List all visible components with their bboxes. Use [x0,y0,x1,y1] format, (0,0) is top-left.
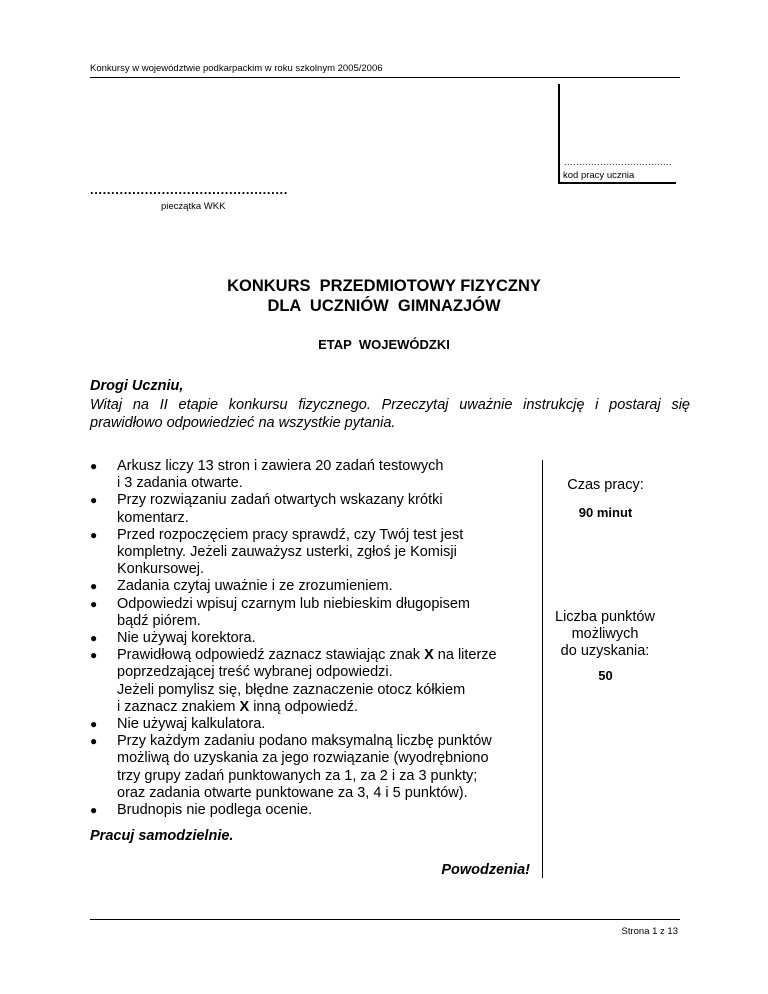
list-item [90,647,540,716]
instructions-list [90,458,540,819]
list-item [90,733,540,802]
list-item-text: Arkusz liczy 13 stron i zawiera 20 zadań testowych i 3 zadania otwarte. [117,458,444,492]
list-item [90,492,540,526]
list-item [90,527,540,579]
page-number: Strona 1 z 13 [621,926,678,937]
list-item-text: Zadania czytaj uważnie i ze zrozumieniem. [117,578,393,595]
header-rule [90,77,680,78]
header-text: Konkursy w województwie podkarpackim w roku szkolnym 2005/2006 [90,63,383,74]
bullet-icon: ● [90,631,98,646]
intro-text: Witaj na II etapie konkursu fizycznego. Przeczytaj uważnie instrukcję i postaraj się prawidłowo odpowiedzieć na wszystkie pytania. [90,397,690,431]
list-item [90,458,540,492]
list-item [90,578,540,595]
code-box-horizontal-line [558,182,676,184]
greeting: Drogi Uczniu, [90,378,184,394]
column-divider [542,460,543,878]
bullet-icon: ● [90,596,98,611]
list-item [90,802,540,819]
list-item [90,596,540,630]
points-value: 50 [598,668,613,683]
time-value: 90 minut [578,505,633,520]
stamp-label: pieczątka WKK [161,201,226,212]
code-dots: .................................... [564,157,673,167]
title-line-2: DLA UCZNIÓW GIMNAZJÓW [267,297,501,315]
title-line-1: KONKURS PRZEDMIOTOWY FIZYCZNY [227,277,541,295]
bullet-icon: ● [90,527,98,542]
bullet-icon: ● [90,734,98,749]
bullet-icon: ● [90,803,98,818]
list-item-text: Przy każdym zadaniu podano maksymalną liczbę punktów możliwą do uzyskania za jego rozwiązanie (wyodrębniono trzy grupy zadań punktowanych za 1, za 2 i za 3 punkty; oraz zadania otwarte punktowane za 3, 4 i 5 punktów). [117,733,492,801]
code-box-vertical-line [558,84,560,184]
list-item-text: Nie używaj kalkulatora. [117,716,266,733]
bullet-icon: ● [90,648,98,663]
code-label: kod pracy ucznia [563,170,635,181]
bullet-icon: ● [90,579,98,594]
work-alone-text: Pracuj samodzielnie. [90,828,234,844]
bullet-icon: ● [90,459,98,473]
list-item-text: Nie używaj korektora. [117,630,256,647]
list-item-text: Odpowiedzi wpisuj czarnym lub niebieskim długopisem bądź piórem. [117,595,470,629]
time-label: Czas pracy: [567,477,644,493]
stamp-dots: ............................................... [90,182,288,197]
good-luck-text: Powodzenia! [441,862,530,878]
list-item-text: Przed rozpoczęciem pracy sprawdź, czy Twój test jest kompletny. Jeżeli zauważysz usterki, zgłoś je Komisji Konkursowej. [117,526,464,578]
stage-title: ETAP WOJEWÓDZKI [318,337,450,352]
footer-rule [90,919,680,920]
list-item-text: Brudnopis nie podlega ocenie. [117,802,313,819]
bullet-icon: ● [90,493,98,508]
list-item [90,716,540,733]
points-label: Liczba punktów możliwych do uzyskania: [555,609,655,659]
list-item [90,630,540,647]
list-item-text: Prawidłową odpowiedź zaznacz stawiając znak X na literze poprzedzającej treść wybranej odpowiedzi. Jeżeli pomylisz się, błędne zaznaczenie otocz kółkiem i zaznacz znakiem X inną odpowiedź. [117,647,497,715]
bullet-icon: ● [90,717,98,732]
list-item-text: Przy rozwiązaniu zadań otwartych wskazany krótki komentarz. [117,492,443,526]
